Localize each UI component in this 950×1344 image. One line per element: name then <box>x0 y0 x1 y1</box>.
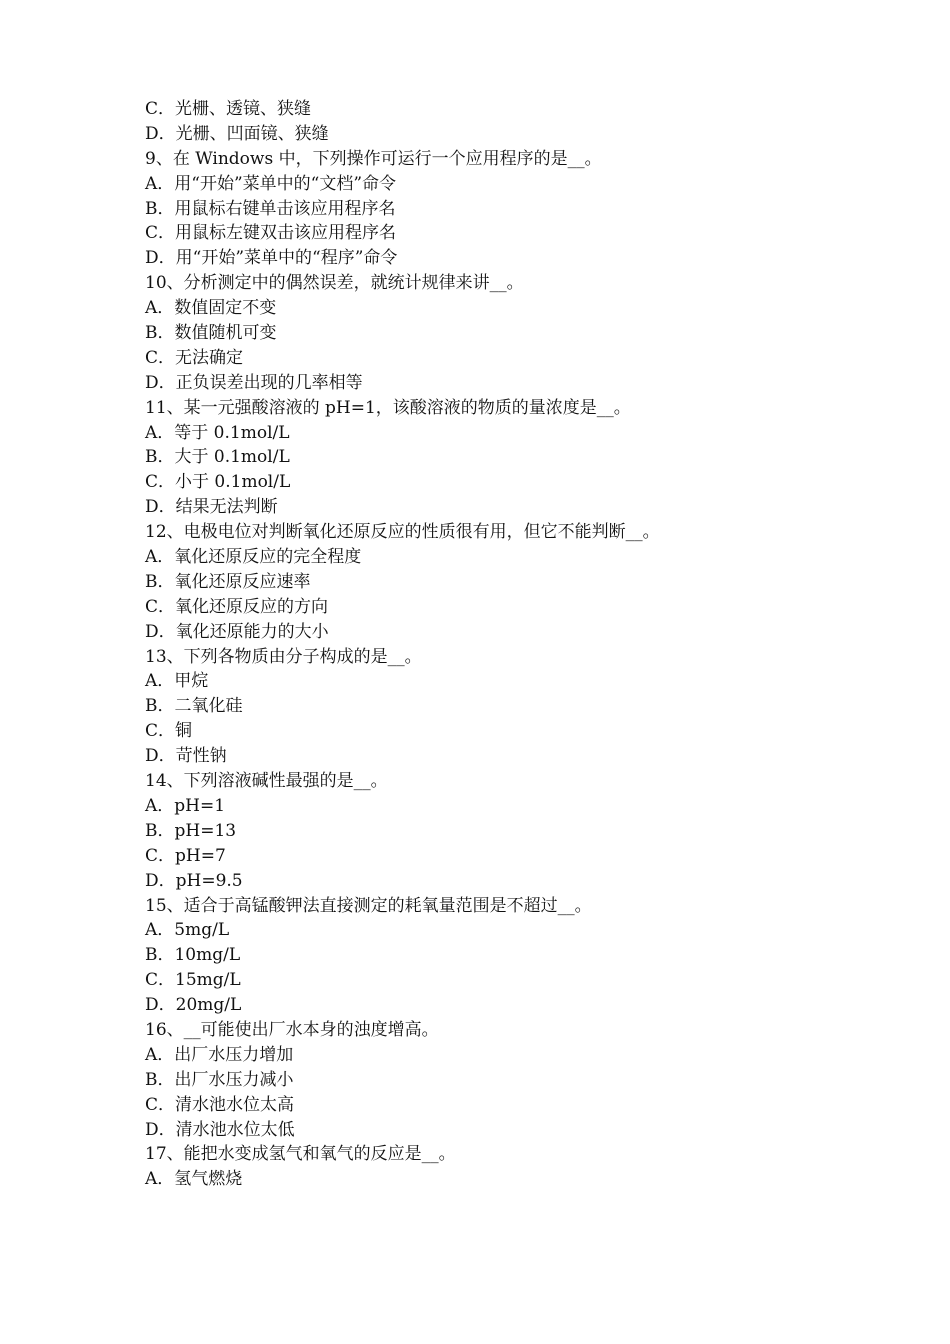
question-line: 12、电极电位对判断氧化还原反应的性质很有用，但它不能判断__。 <box>145 522 660 543</box>
option-line: A．pH=1 <box>145 795 226 816</box>
question-line: 14、下列溶液碱性最强的是__。 <box>145 771 388 792</box>
option-line: D．光栅、凹面镜、狭缝 <box>145 123 329 144</box>
option-line: C．铜 <box>145 721 193 742</box>
option-line: C．用鼠标左键双击该应用程序名 <box>145 223 397 244</box>
option-line: D．正负误差出现的几率相等 <box>145 372 363 393</box>
option-line: A．氧化还原反应的完全程度 <box>145 547 362 568</box>
option-line: B．用鼠标右键单击该应用程序名 <box>145 198 396 219</box>
option-line: C．光栅、透镜、狭缝 <box>145 99 312 119</box>
option-line: C．小于 0.1mol/L <box>145 472 291 493</box>
option-line: C．pH=7 <box>145 845 226 866</box>
option-line: B．氧化还原反应速率 <box>145 571 311 592</box>
option-line: A．出厂水压力增加 <box>145 1044 294 1065</box>
question-line: 16、__可能使出厂水本身的浊度增高。 <box>145 1019 439 1040</box>
option-line: B．数值随机可变 <box>145 323 277 344</box>
option-line: B．大于 0.1mol/L <box>145 447 290 468</box>
question-line: 11、某一元强酸溶液的 pH=1，该酸溶液的物质的量浓度是__。 <box>145 397 631 418</box>
option-line: D．苛性钠 <box>145 746 227 767</box>
question-line: 13、下列各物质由分子构成的是__。 <box>145 646 422 667</box>
document-page <box>145 97 905 1192</box>
option-line: D．结果无法判断 <box>145 497 278 518</box>
question-line: 15、适合于高锰酸钾法直接测定的耗氧量范围是不超过__。 <box>145 895 592 916</box>
option-line: C．氧化还原反应的方向 <box>145 596 329 617</box>
option-line: B．二氧化硅 <box>145 696 243 717</box>
question-line: 9、在 Windows 中，下列操作可运行一个应用程序的是__。 <box>145 148 602 169</box>
option-line: D．氧化还原能力的大小 <box>145 621 329 642</box>
option-line: A．用“开始”菜单中的“文档”命令 <box>145 173 397 194</box>
option-line: B．出厂水压力减小 <box>145 1069 294 1090</box>
option-line: A．氢气燃烧 <box>145 1169 243 1190</box>
option-line: A．等于 0.1mol/L <box>145 422 290 443</box>
option-line: C．15mg/L <box>145 970 241 991</box>
option-line: A．数值固定不变 <box>145 298 277 319</box>
option-line: C．无法确定 <box>145 347 244 368</box>
option-line: B．pH=13 <box>145 820 237 841</box>
option-line: D．用“开始”菜单中的“程序”命令 <box>145 248 398 269</box>
option-line: A．甲烷 <box>145 671 209 692</box>
question-line: 10、分析测定中的偶然误差，就统计规律来讲__。 <box>145 273 524 294</box>
option-line: D．pH=9.5 <box>145 870 243 891</box>
option-line: A．5mg/L <box>145 920 230 941</box>
option-line: D．20mg/L <box>145 995 242 1016</box>
question-line: 17、能把水变成氢气和氧气的反应是__。 <box>145 1144 456 1165</box>
option-line: C．清水池水位太高 <box>145 1094 295 1115</box>
option-line: D．清水池水位太低 <box>145 1119 295 1140</box>
option-line: B．10mg/L <box>145 945 241 966</box>
